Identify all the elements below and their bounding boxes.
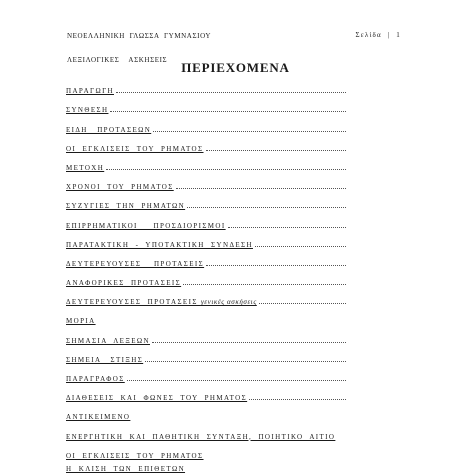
toc-entry-label: ΕΙΔΗ ΠΡΟΤΑΣΕΩΝ bbox=[66, 125, 152, 134]
toc-dot-leader bbox=[176, 187, 346, 189]
toc-entry[interactable] bbox=[66, 136, 346, 155]
toc-entry-label: ΠΑΡΑΤΑΚΤΙΚΗ - ΥΠΟΤΑΚΤΙΚΗ ΣΥΝΔΕΣΗ bbox=[66, 240, 253, 249]
header-line-1: ΝΕΟΕΛΛΗΝΙΚΗ ΓΛΩΣΣΑ ΓΥΜΝΑΣΙΟΥ bbox=[67, 32, 212, 40]
toc-entry-label: ΣΥΖΥΓΙΕΣ ΤΗΝ ΡΗΜΑΤΩΝ bbox=[66, 202, 186, 211]
header-line-2: ΛΕΞΙΛΟΓΙΚΕΣ ΑΣΚΗΣΕΙΣ bbox=[67, 56, 168, 64]
toc-entry-link[interactable] bbox=[66, 298, 258, 308]
table-of-contents bbox=[66, 78, 346, 475]
toc-entry-link[interactable] bbox=[66, 356, 144, 366]
toc-entry-label: ΣΥΝΘΕΣΗ bbox=[66, 106, 109, 115]
page-title: ΠΕΡΙΕΧΟΜΕΝΑ bbox=[181, 60, 290, 75]
toc-entry-link[interactable] bbox=[66, 222, 227, 232]
toc-entry-label: ΑΝΑΦΟΡΙΚΕΣ ΠΡΟΤΑΣΕΙΣ bbox=[66, 279, 182, 288]
toc-entry-label: ΜΕΤΟΧΗ bbox=[66, 163, 105, 172]
toc-entry[interactable] bbox=[66, 327, 346, 346]
toc-entry-label: ΕΠΙΡΡΗΜΑΤΙΚΟΙ ΠΡΟΣΔΙΟΡΙΣΜΟΙ bbox=[66, 221, 226, 230]
toc-entry-label: ΧΡΟΝΟΙ ΤΟΥ ΡΗΜΑΤΟΣ bbox=[66, 183, 174, 192]
toc-entry[interactable] bbox=[66, 116, 346, 135]
toc-entry-link[interactable] bbox=[66, 279, 182, 289]
toc-entry-link[interactable] bbox=[66, 106, 109, 116]
toc-entry[interactable] bbox=[66, 174, 346, 193]
toc-dot-leader bbox=[206, 149, 347, 151]
toc-dot-leader bbox=[127, 379, 346, 381]
toc-entry-link[interactable] bbox=[66, 241, 254, 251]
toc-dot-leader bbox=[206, 264, 346, 266]
toc-entry-label: ΔΕΥΤΕΡΕΥΟΥΣΕΣ ΠΡΟΤΑΣΕΙΣ bbox=[66, 259, 205, 268]
toc-dot-leader bbox=[145, 360, 346, 362]
toc-entry-label: ΠΑΡΑΓΩΓΗ bbox=[66, 87, 114, 96]
toc-dot-leader bbox=[106, 168, 346, 170]
toc-entry[interactable] bbox=[66, 212, 346, 231]
toc-entry[interactable] bbox=[66, 385, 346, 404]
toc-entry-link[interactable] bbox=[66, 164, 105, 174]
toc-entry-link[interactable] bbox=[66, 337, 151, 347]
toc-entry[interactable] bbox=[66, 443, 346, 462]
toc-dot-leader bbox=[116, 91, 346, 93]
toc-entry[interactable] bbox=[66, 78, 346, 97]
toc-entry-label: ΕΝΕΡΓΗΤΙΚΗ ΚΑΙ ΠΑΘΗΤΙΚΗ ΣΥΝΤΑΞΗ, ΠΟΙΗΤΙΚΟ ΑΙΤΙΟ bbox=[66, 432, 336, 441]
toc-entry[interactable] bbox=[66, 308, 346, 327]
toc-entry[interactable] bbox=[66, 193, 346, 212]
toc-entry[interactable] bbox=[66, 232, 346, 251]
toc-entry-label: ΑΝΤΙΚΕΙΜΕΝΟ bbox=[66, 413, 131, 422]
toc-dot-leader bbox=[249, 398, 346, 400]
toc-entry-label: ΟΙ ΕΓΚΛΙΣΕΙΣ ΤΟΥ ΡΗΜΑΤΟΣ bbox=[66, 451, 204, 460]
toc-entry-suffix: γενικές ασκήσεις bbox=[200, 298, 257, 307]
toc-dot-leader bbox=[153, 130, 346, 132]
toc-entry[interactable] bbox=[66, 404, 346, 423]
toc-entry[interactable] bbox=[66, 155, 346, 174]
toc-dot-leader bbox=[255, 245, 346, 247]
toc-entry-link[interactable] bbox=[66, 145, 205, 155]
toc-entry[interactable] bbox=[66, 423, 346, 442]
toc-entry[interactable] bbox=[66, 97, 346, 116]
toc-entry-link[interactable] bbox=[66, 433, 336, 443]
toc-entry-link[interactable] bbox=[66, 375, 126, 385]
toc-entry[interactable] bbox=[66, 251, 346, 270]
toc-entry[interactable] bbox=[66, 347, 346, 366]
toc-entry-link[interactable] bbox=[66, 317, 97, 327]
toc-entry-link[interactable] bbox=[66, 126, 152, 136]
toc-entry[interactable] bbox=[66, 270, 346, 289]
page-number: Σελίδα | 1 bbox=[355, 31, 401, 39]
toc-entry-link[interactable] bbox=[66, 183, 175, 193]
toc-entry[interactable] bbox=[66, 366, 346, 385]
toc-entry-label: ΠΑΡΑΓΡΑΦΟΣ bbox=[66, 375, 125, 383]
toc-entry[interactable] bbox=[66, 289, 346, 308]
toc-dot-leader bbox=[152, 341, 346, 343]
toc-dot-leader bbox=[183, 283, 346, 285]
toc-dot-leader bbox=[259, 302, 346, 304]
toc-entry-link[interactable] bbox=[66, 87, 115, 97]
toc-entry-label: ΔΙΑΘΕΣΕΙΣ ΚΑΙ ΦΩΝΕΣ ΤΟΥ ΡΗΜΑΤΟΣ bbox=[66, 394, 248, 403]
toc-entry-label: ΣΗΜΕΙΑ ΣΤΙΞΗΣ bbox=[66, 355, 144, 364]
toc-entry-link[interactable] bbox=[66, 394, 248, 404]
toc-entry-label: ΔΕΥΤΕΡΕΥΟΥΣΕΣ ΠΡΟΤΑΣΕΙΣ bbox=[66, 298, 201, 307]
toc-entry-link[interactable] bbox=[66, 465, 186, 475]
toc-dot-leader bbox=[228, 226, 346, 228]
toc-entry-label: ΟΙ ΕΓΚΛΙΣΕΙΣ ΤΟΥ ΡΗΜΑΤΟΣ bbox=[66, 144, 204, 153]
toc-entry-link[interactable] bbox=[66, 413, 131, 423]
toc-entry-link[interactable] bbox=[66, 202, 186, 212]
toc-entry-label: ΜΟΡΙΑ bbox=[66, 317, 96, 326]
toc-entry-link[interactable] bbox=[66, 452, 205, 462]
toc-dot-leader bbox=[110, 110, 346, 112]
toc-dot-leader bbox=[187, 206, 346, 208]
toc-entry-label: ΣΗΜΑΣΙΑ ΛΕΞΕΩΝ bbox=[66, 336, 150, 345]
toc-entry-label: Η ΚΛΙΣΗ ΤΩΝ ΕΠΙΘΕΤΩΝ bbox=[66, 464, 186, 473]
toc-entry[interactable] bbox=[66, 462, 346, 475]
toc-entry-link[interactable] bbox=[66, 260, 205, 270]
